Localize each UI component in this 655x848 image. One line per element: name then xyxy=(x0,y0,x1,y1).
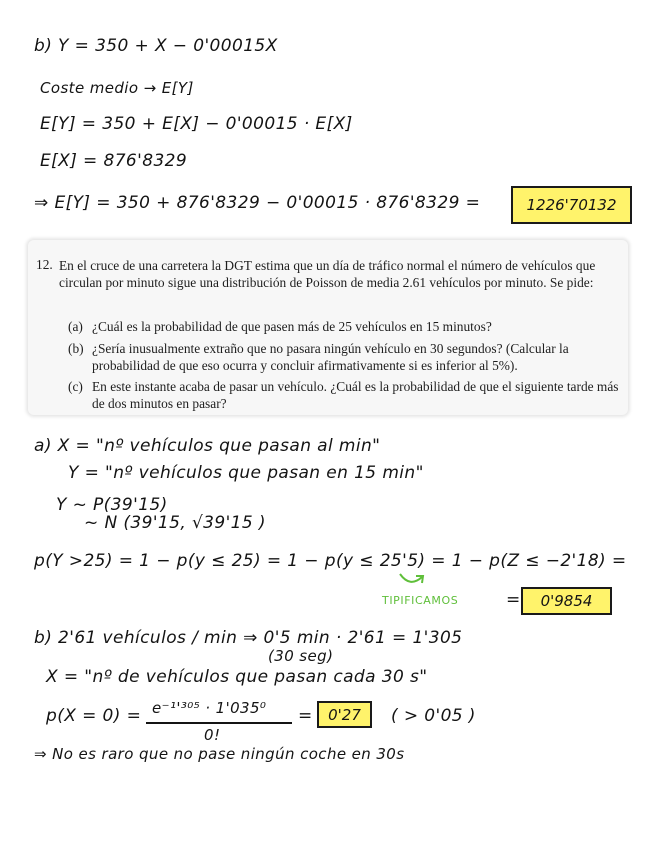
hw-line-b-define-x: X = "nº de vehículos que pasan cada 30 s" xyxy=(46,667,428,687)
hw-line-a-define-y: Y = "nº vehículos que pasan en 15 min" xyxy=(68,463,424,483)
curved-arrow-icon xyxy=(398,572,428,590)
hw-line-a-probability: p(Y >25) = 1 − p(y ≤ 25) = 1 − p(y ≤ 25'5) = 1 − p(Z ≤ −2'18) = xyxy=(34,551,627,571)
problem-item-label: (a) xyxy=(68,319,83,334)
problem-item-label: (c) xyxy=(68,379,83,394)
problem-statement: En el cruce de una carretera la DGT estima que un día de tráfico normal el número de vehículos que circulan por minuto sigue una distribución de Poisson de media 2.61 vehículos por minuto. Se pide: xyxy=(59,258,596,290)
hw-line-b-rate: b) 2'61 vehículos / min ⇒ 0'5 min · 2'61 = 1'305 xyxy=(34,628,463,648)
problem-number: 12. xyxy=(36,257,53,272)
result-box-expected-cost: 1226'70132 xyxy=(511,186,632,224)
hw-line-expectation-y: E[Y] = 350 + E[X] − 0'00015 · E[X] xyxy=(40,114,353,134)
problem-item-label: (b) xyxy=(68,341,84,356)
hw-line-expectation-result: ⇒ E[Y] = 350 + 876'8329 − 0'00015 · 876'8329 = xyxy=(34,193,481,213)
hw-line-b-prob-lhs: p(X = 0) = xyxy=(46,706,142,726)
problem-statement-card xyxy=(28,240,628,415)
tipificamos-note: TIPIFICAMOS xyxy=(382,594,459,607)
hw-fraction-denominator: 0! xyxy=(204,726,221,744)
hw-line-expectation-x: E[X] = 876'8329 xyxy=(40,151,188,171)
hw-line-coste-medio: Coste medio → E[Y] xyxy=(40,79,194,97)
problem-item-text: ¿Cuál es la probabilidad de que pasen más de 25 vehículos en 15 minutos? xyxy=(92,319,492,334)
result-box-part-a: 0'9854 xyxy=(521,587,612,615)
hw-line-b-30seg: (30 seg) xyxy=(268,647,334,665)
hw-line-a-poisson: Y ~ P(39'15) xyxy=(56,495,168,515)
problem-item-text: ¿Sería inusualmente extraño que no pasara ningún vehículo en 30 segundos? (Calcular la probabilidad de que eso ocurra y concluir afirmativamente si es inferior al 5%). xyxy=(92,341,569,373)
fraction-bar xyxy=(146,722,292,724)
hw-line-a-normal-approx: ~ N (39'15, √39'15 ) xyxy=(84,513,266,533)
problem-item-text: En este instante acaba de pasar un vehículo. ¿Cuál es la probabilidad de que el siguiente tarde más de dos minutos en pasar? xyxy=(92,379,619,411)
hw-equals-b: = xyxy=(298,706,313,726)
hw-conclusion: ⇒ No es raro que no pase ningún coche en 30s xyxy=(34,745,405,763)
hw-line-a-define-x: a) X = "nº vehículos que pasan al min" xyxy=(34,436,381,456)
result-box-part-b: 0'27 xyxy=(317,701,372,728)
hw-equals-a: = xyxy=(506,590,521,610)
hw-fraction-numerator: e⁻¹'³⁰⁵ · 1'035⁰ xyxy=(152,699,267,717)
hw-line-b-formula: b) Y = 350 + X − 0'00015X xyxy=(34,36,278,56)
hw-comparison: ( > 0'05 ) xyxy=(391,706,476,726)
